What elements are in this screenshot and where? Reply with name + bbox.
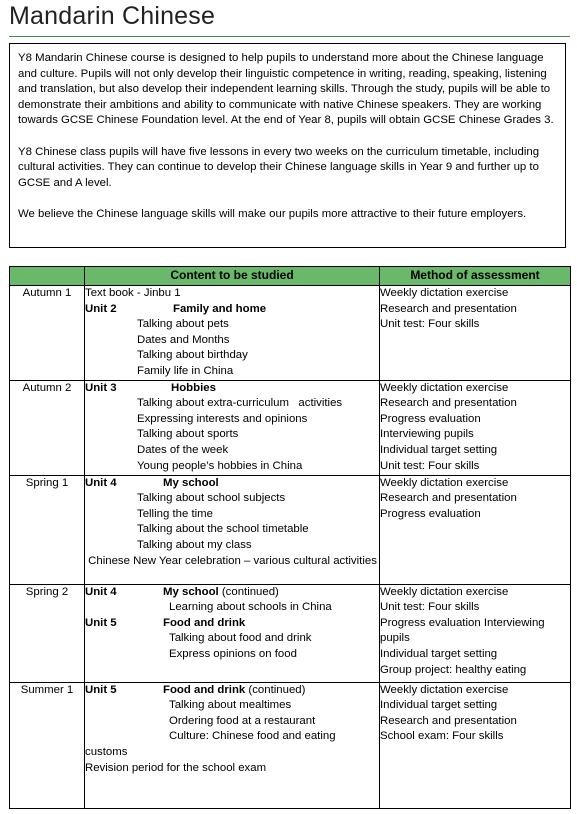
topic-line: Talking about extra-curriculum activities xyxy=(137,397,343,410)
unit-heading xyxy=(85,683,379,699)
header-method: Method of assessment xyxy=(380,267,571,286)
method-cell xyxy=(380,286,571,381)
method-line: Progress evaluation xyxy=(380,507,481,520)
unit-number: Unit 2 xyxy=(85,302,117,315)
unit-title: Family and home xyxy=(173,302,267,315)
topic-line: Talking about the school timetable xyxy=(137,523,309,536)
method-line: Unit test: Four skills xyxy=(380,601,480,614)
intro-paragraph: We believe the Chinese language skills will make our pupils more attractive to their future employers. xyxy=(18,207,527,220)
curriculum-table xyxy=(9,266,571,809)
topic-line: Talking about my class xyxy=(137,538,252,551)
unit-number: Unit 4 xyxy=(85,585,117,598)
revision-note: Revision period for the school exam xyxy=(85,761,267,774)
method-line: Research and presentation xyxy=(380,714,517,727)
topic-line: Ordering food at a restaurant xyxy=(169,714,316,727)
table-row xyxy=(10,584,571,682)
topic-line: Talking about pets xyxy=(137,318,229,331)
method-cell xyxy=(380,380,571,475)
method-line: Research and presentation xyxy=(380,397,517,410)
method-line: Group project: healthy eating xyxy=(380,663,527,676)
topic-continuation: customs xyxy=(85,745,128,758)
method-cell xyxy=(380,682,571,808)
unit-number: Unit 5 xyxy=(85,683,117,696)
content-cell xyxy=(85,682,380,808)
term-cell: Spring 2 xyxy=(10,584,85,682)
method-line: Individual target setting xyxy=(380,647,498,660)
table-row xyxy=(10,286,571,381)
content-cell xyxy=(85,380,380,475)
topic-line: Talking about birthday xyxy=(137,349,248,362)
term-cell: Autumn 2 xyxy=(10,380,85,475)
method-line: Unit test: Four skills xyxy=(380,459,480,472)
topic-line: Family life in China xyxy=(137,364,234,377)
term-cell: Autumn 1 xyxy=(10,286,85,381)
unit-heading xyxy=(85,381,379,397)
topic-line: Dates and Months xyxy=(137,333,230,346)
topic-line: Culture: Chinese food and eating xyxy=(169,730,336,743)
unit-title: Hobbies xyxy=(171,381,216,394)
unit-heading xyxy=(85,616,379,632)
topic-line: Talking about mealtimes xyxy=(169,699,292,712)
table-row xyxy=(10,380,571,475)
content-cell xyxy=(85,584,380,682)
unit-title: My school xyxy=(163,476,219,489)
method-line: Interviewing pupils xyxy=(380,428,474,441)
content-cell xyxy=(85,475,380,584)
topic-line: Talking about food and drink xyxy=(169,632,312,645)
unit-number: Unit 4 xyxy=(85,476,117,489)
method-line: Progress evaluation xyxy=(380,412,481,425)
method-line: Research and presentation xyxy=(380,302,517,315)
unit-continued-suffix: (continued) xyxy=(245,683,306,696)
topic-line: Dates of the week xyxy=(137,443,229,456)
topic-line: Talking about school subjects xyxy=(137,492,286,505)
method-line: Individual target setting xyxy=(380,443,498,456)
cultural-activity-note: Chinese New Year celebration – various cultural activities xyxy=(85,554,377,567)
term-cell: Spring 1 xyxy=(10,475,85,584)
topic-line: Learning about schools in China xyxy=(169,601,332,614)
table-row xyxy=(10,475,571,584)
method-line: Weekly dictation exercise xyxy=(380,585,509,598)
method-line: Unit test: Four skills xyxy=(380,318,480,331)
topic-line: Telling the time xyxy=(137,507,213,520)
content-cell xyxy=(85,286,380,381)
table-row xyxy=(10,682,571,808)
unit-continued-suffix: (continued) xyxy=(218,585,279,598)
method-line: Progress evaluation Interviewing pupils xyxy=(380,616,545,645)
term-cell: Summer 1 xyxy=(10,682,85,808)
method-cell xyxy=(380,584,571,682)
topic-line: Express opinions on food xyxy=(169,647,297,660)
method-cell xyxy=(380,475,571,584)
method-line: Weekly dictation exercise xyxy=(380,287,509,299)
unit-number: Unit 3 xyxy=(85,381,117,394)
header-term xyxy=(10,267,85,286)
topic-line: Talking about sports xyxy=(137,428,239,441)
method-line: Research and presentation xyxy=(380,492,517,505)
unit-heading xyxy=(85,476,379,492)
method-line: Individual target setting xyxy=(380,699,498,712)
title-underline xyxy=(9,36,570,37)
intro-box xyxy=(9,43,566,248)
unit-heading xyxy=(85,302,379,318)
table-header-row xyxy=(10,267,571,286)
unit-title: Food and drink xyxy=(163,683,246,696)
header-content: Content to be studied xyxy=(85,267,380,286)
intro-paragraph: Y8 Chinese class pupils will have five lessons in every two weeks on the curriculum timetable, including cultural activities. They can continue to develop their Chinese language skills in Year 9 and further up to GCSE and A level. xyxy=(18,145,540,189)
unit-number: Unit 5 xyxy=(85,616,117,629)
unit-heading xyxy=(85,585,379,601)
method-line: School exam: Four skills xyxy=(380,730,504,743)
topic-line: Young people’s hobbies in China xyxy=(137,459,303,472)
unit-title: Food and drink xyxy=(163,616,246,629)
page-title: Mandarin Chinese xyxy=(9,2,216,30)
method-line: Weekly dictation exercise xyxy=(380,476,509,489)
textbook-line: Text book - Jinbu 1 xyxy=(85,287,181,299)
unit-title: My school xyxy=(163,585,219,598)
intro-paragraph: Y8 Mandarin Chinese course is designed to help pupils to understand more about the Chinese language and culture. Pupils will not only develop their linguistic competence in writing, reading, speaking, listening and translation, but also develop their independent learning skills. Through the study, pupils will be able to demonstrate their ambitions and ability to communicate with native Chinese speakers. They are working towards GCSE Chinese Foundation level. At the end of Year 8, pupils will obtain GCSE Chinese Grades 3. xyxy=(18,52,554,127)
topic-line: Expressing interests and opinions xyxy=(137,412,308,425)
method-line: Weekly dictation exercise xyxy=(380,683,509,696)
method-line: Weekly dictation exercise xyxy=(380,381,509,394)
